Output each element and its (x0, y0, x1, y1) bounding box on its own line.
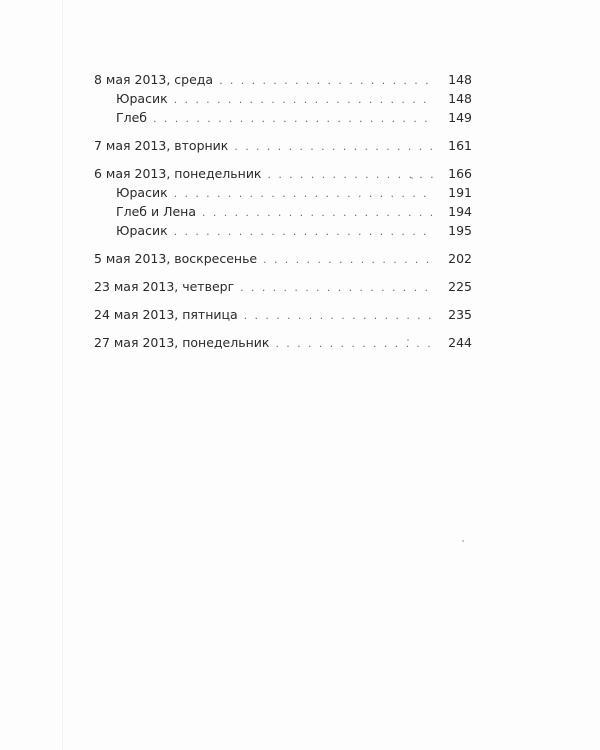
toc-leader-dots (202, 203, 434, 222)
toc-leader-dots (234, 137, 434, 156)
toc-entry-label: Юрасик (116, 223, 168, 238)
toc-page-number: 161 (448, 138, 472, 153)
toc-page-number: 235 (448, 307, 472, 322)
toc-page-number: 244 (448, 335, 472, 350)
toc-entry-label: 8 мая 2013, среда (94, 72, 214, 87)
toc-subentry (94, 108, 472, 127)
toc-page-number: 225 (448, 279, 472, 294)
toc-group (94, 277, 472, 296)
toc-subentry (94, 221, 472, 240)
toc-entry (94, 277, 472, 296)
table-of-contents (94, 70, 472, 361)
toc-entry-label: Юрасик (116, 185, 168, 200)
toc-group (94, 333, 472, 352)
toc-leader-dots (263, 250, 434, 269)
toc-page-number: 148 (448, 72, 472, 87)
toc-leader-dots (268, 165, 435, 184)
toc-subentry (94, 183, 472, 202)
toc-page-number: 191 (448, 185, 472, 200)
toc-entry (94, 70, 472, 89)
toc-entry-label: 7 мая 2013, вторник (94, 138, 229, 153)
toc-page-number: 202 (448, 251, 472, 266)
toc-entry-label: Юрасик (116, 91, 168, 106)
toc-leader-dots (275, 334, 434, 353)
toc-entry-label: Глеб (116, 110, 148, 125)
toc-page-number: 149 (448, 110, 472, 125)
toc-page-number: 166 (448, 166, 472, 181)
scan-edge (62, 0, 63, 750)
toc-entry (94, 333, 472, 352)
toc-entry-label: Глеб и Лена (116, 204, 197, 219)
toc-subentry (94, 89, 472, 108)
toc-page-number: 195 (448, 223, 472, 238)
toc-group (94, 136, 472, 155)
toc-group (94, 70, 472, 127)
toc-leader-dots (240, 278, 434, 297)
toc-leader-dots (244, 306, 434, 325)
scan-speck (407, 339, 409, 341)
toc-leader-dots (153, 109, 434, 128)
toc-entry-label: 5 мая 2013, воскресенье (94, 251, 258, 266)
toc-page-number: 194 (448, 204, 472, 219)
toc-page-number: 148 (448, 91, 472, 106)
toc-entry (94, 249, 472, 268)
toc-entry-label: 24 мая 2013, пятница (94, 307, 238, 322)
toc-leader-dots (174, 222, 434, 241)
toc-group (94, 249, 472, 268)
toc-entry-label: 23 мая 2013, четверг (94, 279, 235, 294)
toc-entry-label: 6 мая 2013, понедельник (94, 166, 262, 181)
toc-entry (94, 136, 472, 155)
toc-group (94, 305, 472, 324)
toc-subentry (94, 202, 472, 221)
toc-entry (94, 164, 472, 183)
toc-group (94, 164, 472, 240)
toc-leader-dots (219, 71, 434, 90)
toc-leader-dots (174, 184, 434, 203)
scan-speck (462, 540, 464, 542)
toc-entry-label: 27 мая 2013, понедельник (94, 335, 270, 350)
toc-entry (94, 305, 472, 324)
toc-leader-dots (174, 90, 434, 109)
scan-speck (411, 177, 413, 179)
